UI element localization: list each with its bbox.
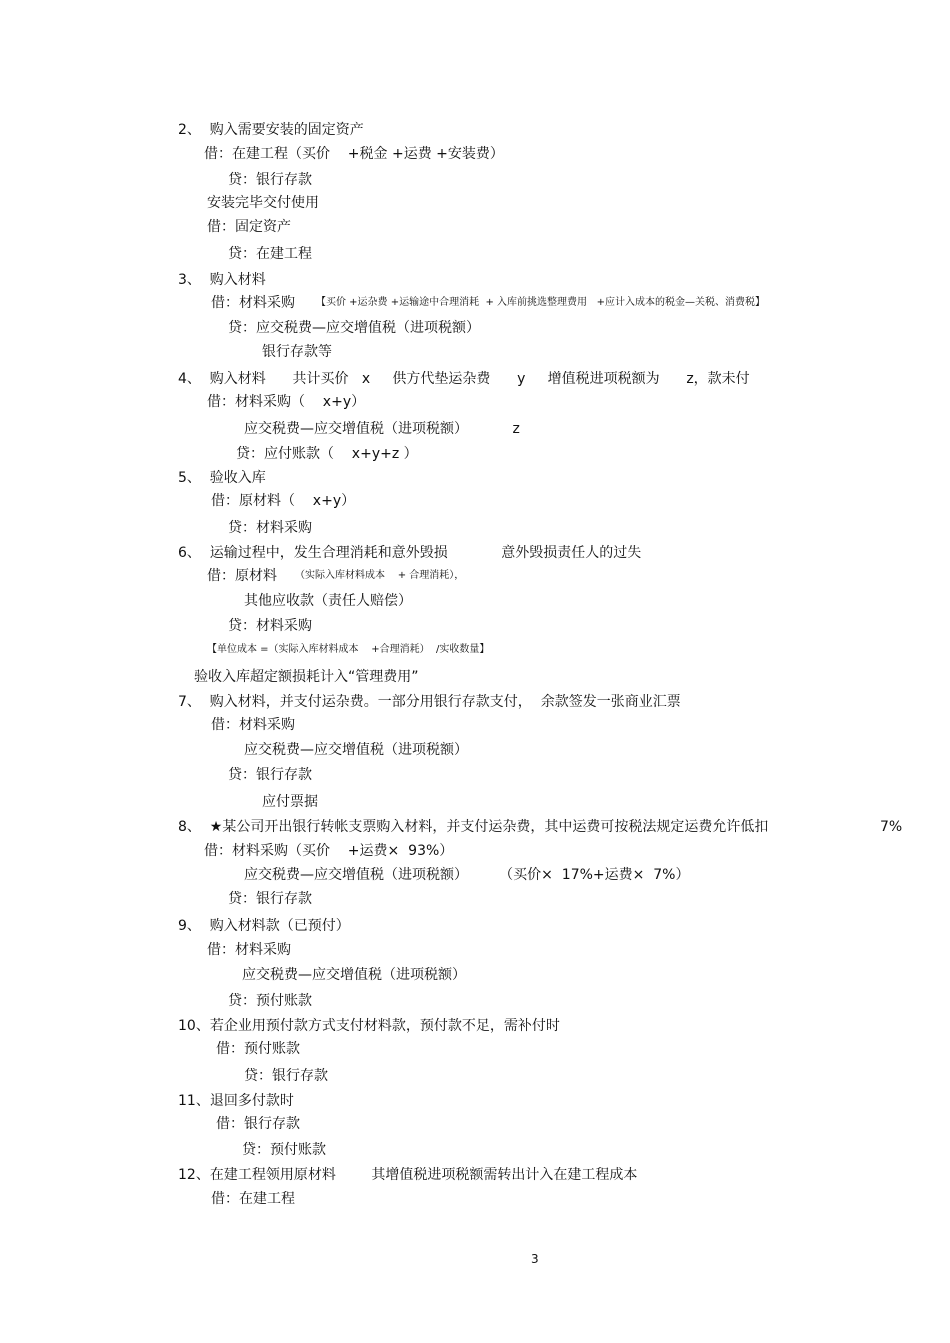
entry-line: 借：材料采购 [211,717,295,733]
entry-line: 贷：应交税费—应交增值税（进项税额） [228,320,480,336]
entry-line: 贷：预付账款 [228,993,312,1009]
entry-line: 贷：银行存款 [228,767,312,783]
heading-item-5: 5、 验收入库 [178,470,266,486]
entry-line: 应交税费—应交增值税（进项税额） （买价× 17%+运费× 7%） [244,867,690,883]
heading-item-10: 10、若企业用预付款方式支付材料款，预付款不足，需补付时 [178,1018,560,1034]
entry-line: 贷：应付账款（ x+y+z ） [236,446,418,462]
cost-note: 【买价 +运杂费 +运输途中合理消耗 + 入库前挑选整理费用 +应计入成本的税金—关税、消费税】 [316,297,765,308]
entry-line: 借：原材料 [207,568,277,584]
heading-item-9: 9、 购入材料款（已预付） [178,918,350,934]
entry-line: 贷：银行存款 [228,891,312,907]
entry-line: 借：在建工程 [211,1191,295,1207]
entry-line: 安装完毕交付使用 [207,195,319,211]
entry-line: 贷：银行存款 [228,172,312,188]
entry-line: 借：材料采购 [207,942,291,958]
entry-line: 借：材料采购（ x+y） [207,394,366,410]
heading-item-11: 11、退回多付款时 [178,1093,294,1109]
entry-line: 借：在建工程（买价 +税金 +运费 +安装费） [204,146,504,162]
entry-line: 应交税费—应交增值税（进项税额） [242,967,466,983]
entry-line: 借：材料采购 [211,295,295,311]
entry-line: 贷：预付账款 [242,1142,326,1158]
entry-line: 应交税费—应交增值税（进项税额） z [244,421,520,437]
rate-value: 7% [880,819,903,835]
cost-note: （实际入库材料成本 + 合理消耗）， [295,570,465,581]
heading-item-3: 3、 购入材料 [178,272,266,288]
entry-line: 银行存款等 [262,344,332,360]
entry-line: 应付票据 [262,794,318,810]
unit-cost-note: 【单位成本 =（实际入库材料成本 +合理消耗） /实收数量】 [207,644,490,655]
entry-line: 借：预付账款 [216,1041,300,1057]
entry-line: 贷：银行存款 [244,1068,328,1084]
page-number: 3 [531,1252,539,1266]
entry-line: 贷：在建工程 [228,246,312,262]
entry-line: 贷：材料采购 [228,520,312,536]
entry-line: 其他应收款（责任人赔偿） [244,593,412,609]
heading-item-2: 2、 购入需要安装的固定资产 [178,122,364,138]
entry-line: 借：银行存款 [216,1116,300,1132]
entry-line: 验收入库超定额损耗计入“管理费用” [194,669,419,685]
heading-item-8: 8、 ★某公司开出银行转帐支票购入材料，并支付运杂费，其中运费可按税法规定运费允许低扣 [178,819,769,835]
heading-item-6: 6、 运输过程中，发生合理消耗和意外毁损 意外毁损责任人的过失 [178,545,642,561]
entry-line: 借：固定资产 [207,219,291,235]
entry-line: 贷：材料采购 [228,618,312,634]
heading-item-4: 4、 购入材料 共计买价 x 供方代垫运杂费 y 增值税进项税额为 z，款未付 [178,371,750,387]
entry-line: 借：原材料（ x+y） [211,493,356,509]
entry-line: 应交税费—应交增值税（进项税额） [244,742,468,758]
heading-item-7: 7、 购入材料，并支付运杂费。一部分用银行存款支付， 余款签发一张商业汇票 [178,694,681,710]
heading-item-12: 12、在建工程领用原材料 其增值税进项税额需转出计入在建工程成本 [178,1167,638,1183]
entry-line: 借：材料采购（买价 +运费× 93%） [204,843,454,859]
